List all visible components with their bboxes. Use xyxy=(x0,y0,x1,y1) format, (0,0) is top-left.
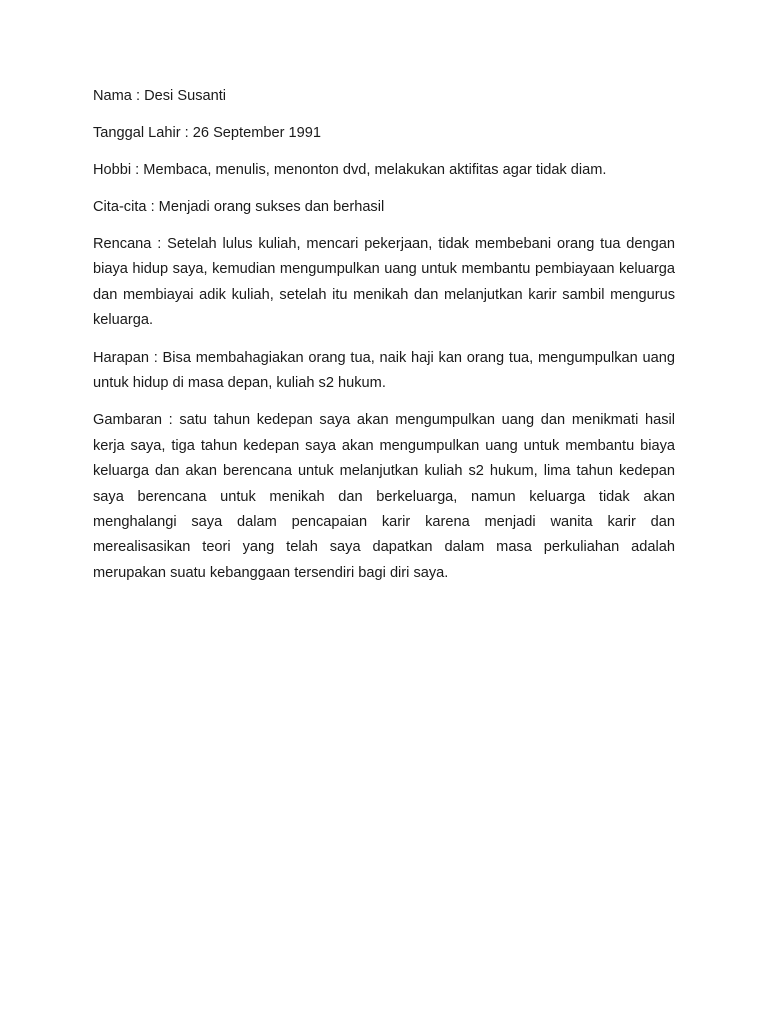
paragraph-harapan: Harapan : Bisa membahagiakan orang tua, naik haji kan orang tua, mengumpulkan uang untuk hidup di masa depan, kuliah s2 hukum. xyxy=(93,349,675,392)
field-nama: Nama : Desi Susanti xyxy=(93,88,227,104)
document-body xyxy=(93,84,675,586)
field-hobbi: Hobbi : Membaca, menulis, menonton dvd, melakukan aktifitas agar tidak diam. xyxy=(93,162,607,178)
field-cita-cita: Cita-cita : Menjadi orang sukses dan berhasil xyxy=(93,199,385,215)
paragraph-gambaran: Gambaran : satu tahun kedepan saya akan mengumpulkan uang dan menikmati hasil kerja saya, tiga tahun kedepan saya akan mengumpulkan uang untuk membantu biaya keluarga dan akan berencana untuk melanjutkan kuliah s2 hukum, lima tahun kedepan saya berencana untuk menikah dan berkeluarga, namun keluarga tidak akan menghalangi saya dalam pencapaian karir karena menjadi wanita karir dan merealisasikan teori yang telah saya dapatkan dalam masa perkuliahan adalah merupakan suatu kebanggaan tersendiri bagi diri saya. xyxy=(93,412,675,581)
field-tanggal-lahir: Tanggal Lahir : 26 September 1991 xyxy=(93,125,321,141)
paragraph-rencana: Rencana : Setelah lulus kuliah, mencari pekerjaan, tidak membebani orang tua dengan biaya hidup saya, kemudian mengumpulkan uang untuk membantu pembiayaan keluarga dan membiayai adik kuliah, setelah itu menikah dan melanjutkan karir sambil mengurus keluarga. xyxy=(93,236,675,329)
